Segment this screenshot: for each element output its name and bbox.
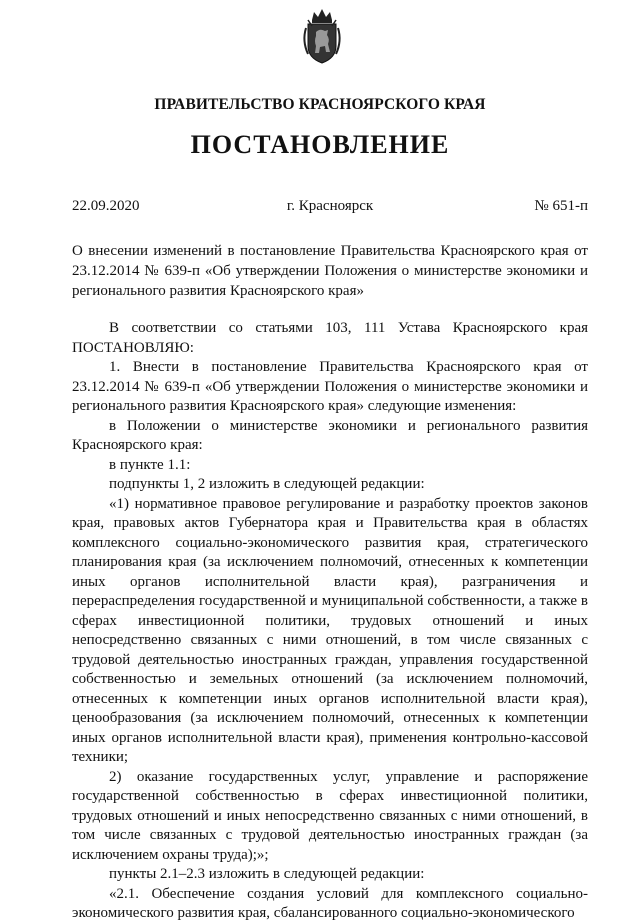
- subclauses-intro-paragraph: подпункты 1, 2 изложить в следующей редакции:: [109, 476, 425, 492]
- document-body: [72, 319, 588, 924]
- document-number: № 651-п: [534, 198, 588, 214]
- document-subject: О внесении изменений в постановление Правительства Красноярского края от 23.12.2014 № 639-п «Об утверждении Положения о министерстве экономики и регионального развития Красноярского края»: [72, 243, 588, 299]
- subclause-1-paragraph: «1) нормативное правовое регулирование и разработку проектов законов края, правовых актов Губернатора края и Правительства края в областях комплексного социально-экономического развития края, стратегического планирования края (за исключением полномочий, отнесенных к компетенции иных органов исполнительной власти края), разграничения и перераспределения государственной и муниципальной собственности, а также в сферах инвестиционной политики, трудовых отношений и иных непосредственно связанных с ними отношений, в том числе связанных с трудовой деятельностью иностранных граждан, управления государственной собственностью и земельных отношений (за исключением полномочий, отнесенных к компетенции иных органов исполнительной власти края), ценообразования (за исключением полномочий, отнесенных к компетенции иных органов исполнительной власти края), применения контрольно-кассовой техники;: [72, 495, 588, 765]
- clause-paragraph: в пункте 1.1:: [109, 456, 191, 473]
- regulation-paragraph: в Положении о министерстве экономики и регионального развития Красноярского края:: [72, 417, 588, 453]
- document-date: 22.09.2020: [72, 198, 140, 214]
- points-intro-paragraph: пункты 2.1–2.3 изложить в следующей редакции:: [109, 866, 425, 882]
- document-city: г. Красноярск: [286, 198, 374, 214]
- document-type-title: ПОСТАНОВЛЕНИЕ: [190, 130, 450, 159]
- krasnoyarsk-coat-of-arms-icon: [300, 6, 344, 66]
- point-2-1-paragraph: «2.1. Обеспечение создания условий для комплексного социально-экономического развития края, сбалансированного социально-экономического: [72, 885, 588, 921]
- subclause-2-paragraph: 2) оказание государственных услуг, управление и распоряжение государственной собственностью в сферах инвестиционной политики, трудовых отношений и иных непосредственно связанных с ними отношений, в том числе связанных с трудовой деятельностью иностранных граждан (за исключением охраны труда);»;: [72, 768, 588, 863]
- preamble-paragraph: В соответствии со статьями 103, 111 Устава Красноярского края ПОСТАНОВЛЯЮ:: [72, 320, 588, 356]
- item-1-paragraph: 1. Внести в постановление Правительства Красноярского края от 23.12.2014 № 639-п «Об утверждении Положения о министерстве экономики и регионального развития Красноярского края» следующие изменения:: [72, 359, 588, 414]
- government-name: ПРАВИТЕЛЬСТВО КРАСНОЯРСКОГО КРАЯ: [154, 96, 486, 113]
